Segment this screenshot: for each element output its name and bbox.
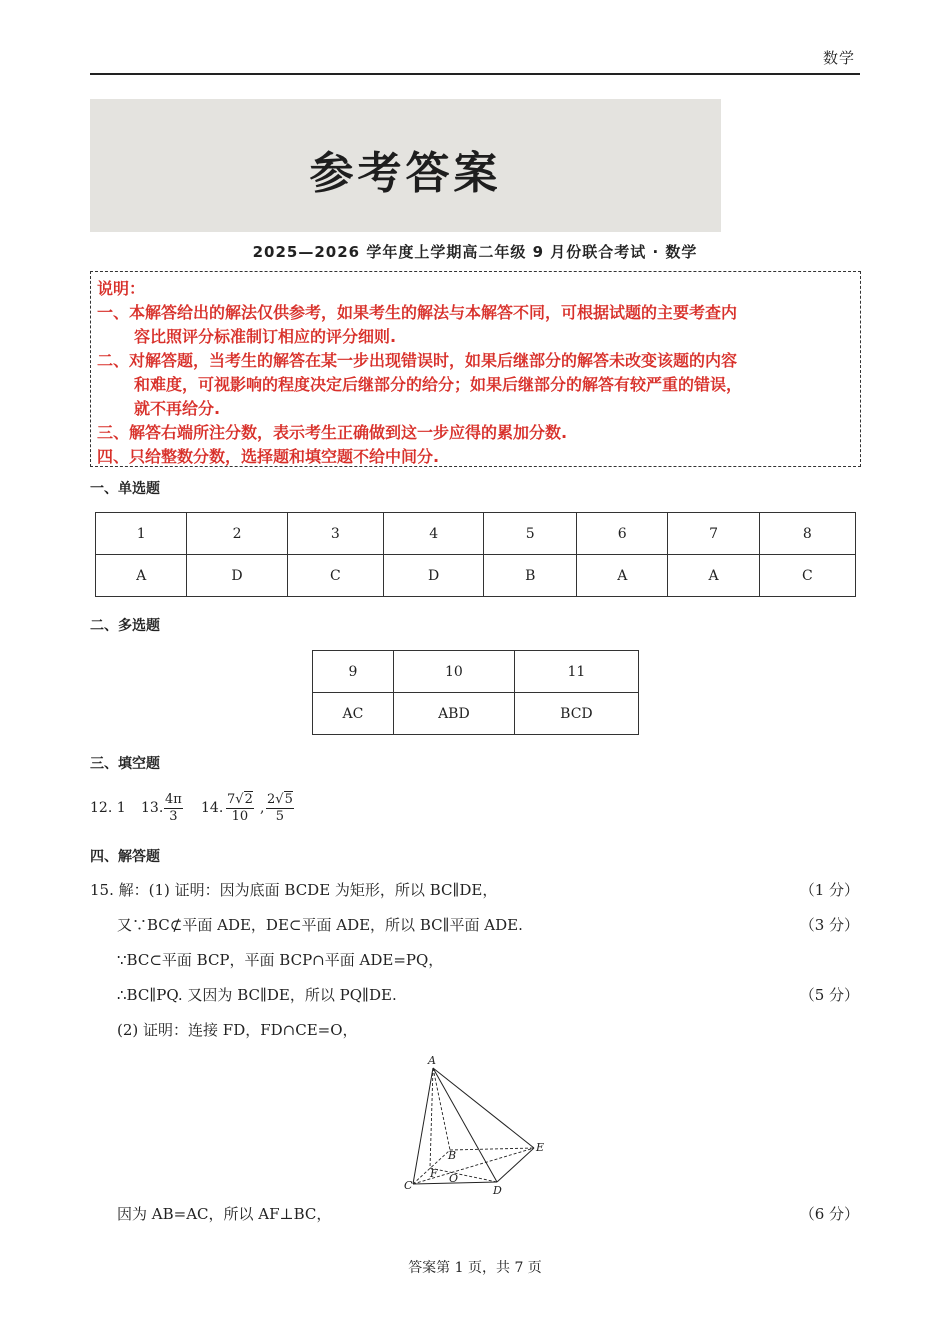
table-row [313,693,639,735]
score-note: （3 分） [799,916,859,934]
q14-b-coef: 2 [267,792,276,807]
question-number: 11 [514,651,638,693]
question-number: 7 [668,513,759,555]
q14-a-radicand: 2 [244,792,253,807]
label-B: B [448,1149,457,1162]
question-number: 1 [96,513,187,555]
solution-line: (2) 证明：连接 FD，FD∩CE=O， [117,1021,358,1039]
q13-numerator: 4π [165,792,182,807]
solution-line: ∴BC∥PQ. 又因为 BC∥DE，所以 PQ∥DE. [117,986,397,1004]
q14-fraction-b [266,792,294,825]
segment-FD [430,1168,497,1182]
question-number: 3 [287,513,383,555]
table-row [96,555,856,597]
score-note: （5 分） [799,986,859,1004]
answer-cell: ABD [393,693,514,735]
q14-b-denominator: 5 [275,809,285,824]
question-number: 8 [759,513,855,555]
score-note: （6 分） [799,1205,859,1223]
header-rule [90,73,860,75]
answer-cell: B [484,555,577,597]
answer-cell: D [383,555,483,597]
notice-line: 就不再给分. [134,399,221,418]
label-E: E [536,1141,545,1154]
q13-label: 13. [141,800,164,816]
q14-b-numerator: 2√5 [267,792,293,807]
solution-line: 15. 解：(1) 证明：因为底面 BCDE 为矩形，所以 BC∥DE， [90,881,498,899]
edge-AD [433,1068,497,1182]
table-row [313,651,639,693]
question-number: 9 [313,651,394,693]
notice-line: 四、只给整数分数，选择题和填空题不给中间分. [97,447,440,466]
exam-title: 2025—2026 学年度上学期高二年级 9 月份联合考试 · 数学 [252,243,698,261]
answer-cell: BCD [514,693,638,735]
section-title-single-choice: 一、单选题 [90,481,160,497]
label-C: C [404,1179,413,1192]
score-note: （1 分） [799,881,859,899]
q14-a-coef: 7 [227,792,236,807]
q14-separator: , [260,800,265,816]
answer-cell: D [187,555,287,597]
q13-denominator: 3 [169,809,178,824]
notice-line: 二、对解答题，当考生的解答在某一步出现错误时，如果后继部分的解答未改变该题的内容 [97,351,738,370]
label-F: F [430,1167,438,1180]
section-title-solutions: 四、解答题 [90,849,160,865]
notice-box [90,271,861,467]
notice-line: 一、本解答给出的解法仅供参考，如果考生的解法与本解答不同，可根据试题的主要考查内 [97,303,738,322]
edge-AE [433,1068,534,1148]
question-number: 10 [393,651,514,693]
section-title-multi-choice: 二、多选题 [90,618,160,634]
label-A: A [428,1054,436,1067]
subject-label: 数学 [822,49,855,67]
question-number: 5 [484,513,577,555]
q14-fraction-a [226,792,254,825]
q14-a-denominator: 10 [231,809,249,824]
q14-label: 14. [201,800,224,816]
label-D: D [493,1184,502,1197]
title-banner [90,99,721,232]
answer-cell: A [668,555,759,597]
notice-line: 和难度，可视影响的程度决定后继部分的给分；如果后继部分的解答有较严重的错误， [134,375,743,394]
table-row [96,513,856,555]
question-number: 2 [187,513,287,555]
page-footer: 答案第 1 页，共 7 页 [408,1260,542,1276]
label-O: O [449,1172,459,1185]
edge-BE [450,1148,534,1150]
answer-cell: A [577,555,668,597]
answer-cell: C [759,555,855,597]
answer-cell: AC [313,693,394,735]
multi-choice-table [312,650,639,735]
single-choice-table [95,512,856,597]
notice-heading: 说明： [97,279,146,298]
answer-cell: A [96,555,187,597]
section-title-fill-blank: 三、填空题 [90,756,160,772]
notice-line: 三、解答右端所注分数，表示考生正确做到这一步应得的累加分数. [97,423,568,442]
edge-AB [433,1068,450,1150]
q14-b-radicand: 5 [284,792,293,807]
q14-a-numerator: 7√2 [227,792,253,807]
answer-cell: C [287,555,383,597]
notice-line: 容比照评分标准制订相应的评分细则. [134,327,397,346]
pyramid-figure [400,1052,550,1200]
solution-line: ∵BC⊂平面 BCP，平面 BCP∩平面 ADE=PQ， [117,951,444,969]
q13-fraction [164,792,183,825]
question-number: 6 [577,513,668,555]
banner-title: 参考答案 [309,148,502,199]
question-number: 4 [383,513,483,555]
solution-line: 因为 AB=AC，所以 AF⊥BC， [117,1205,332,1223]
solution-line: 又∵BC⊄平面 ADE，DE⊂平面 ADE，所以 BC∥平面 ADE. [117,916,523,934]
q12-answer: 12. 1 [90,800,126,816]
